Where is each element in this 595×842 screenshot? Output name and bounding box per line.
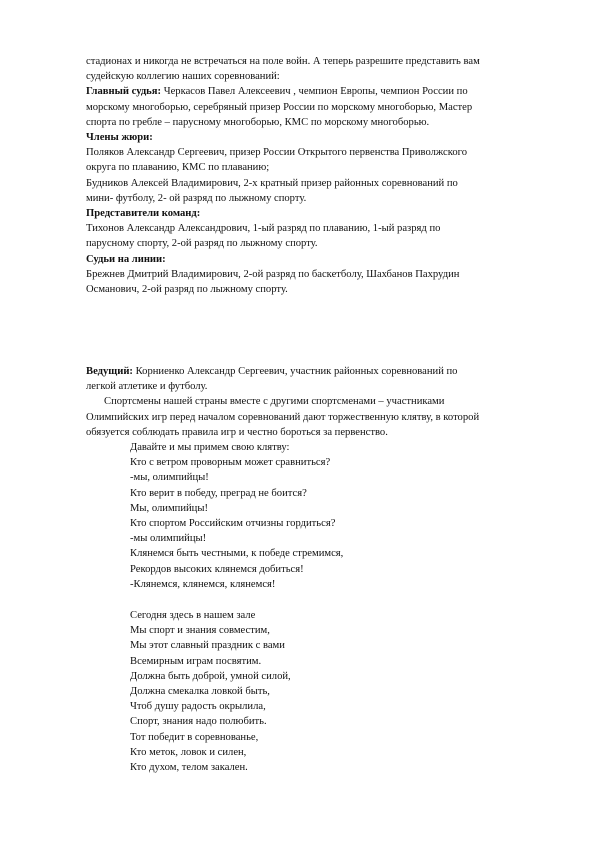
poem-line: Мы этот славный праздник с вами	[130, 640, 285, 652]
poem-line: Кто духом, телом закален.	[130, 762, 248, 774]
teams-line: парусному спорту, 2-ой разряд по лыжному спорту.	[86, 238, 318, 250]
poem-line: Сегодня здесь в нашем зале	[130, 610, 256, 621]
poem-line: Спорт, знания надо полюбить.	[130, 716, 267, 728]
line-judges-line: Османович, 2-ой разряд по лыжному спорту.	[86, 284, 288, 296]
verse-line: -Клянемся, клянемся, клянемся!	[130, 578, 276, 590]
intro-line: судейскую коллегию наших соревнований:	[86, 71, 280, 83]
host-text: Корниенко Александр Сергеевич, участник районных соревнований по	[132, 366, 458, 377]
host-label: Ведущий:	[86, 366, 133, 377]
line-judges-label: Судьи на линии:	[86, 253, 166, 265]
oath-intro-line: Спортсмены нашей страны вместе с другими спортсменами – участниками	[104, 396, 445, 408]
teams-label: Представители команд:	[86, 208, 201, 220]
oath-intro-line: Олимпийских игр перед началом соревнований дают торжественную клятву, в которой	[86, 411, 480, 423]
poem	[130, 608, 530, 775]
verse-line: -мы олимпийцы!	[130, 533, 207, 545]
jury-line: Будников Алексей Владимирович, 2-х кратный призер районных соревнований по	[86, 177, 458, 189]
verse-line: Мы, олимпийцы!	[130, 502, 208, 514]
verse-line: Рекордов высоких клянемся добиться!	[130, 563, 304, 575]
host-line	[86, 364, 526, 379]
host-section	[86, 364, 526, 440]
poem-line: Мы спорт и знания совместим,	[130, 625, 270, 637]
host-line: легкой атлетике и футболу.	[86, 381, 208, 393]
chief-judge-line: спорта по гребле – парусному многоборью, КМС по морскому многоборью.	[86, 116, 430, 128]
poem-line: Чтоб душу радость окрылила,	[130, 701, 266, 713]
judges-section	[86, 54, 526, 297]
chief-judge-text: Черкасов Павел Алексеевич , чемпион Европы, чемпион России по	[161, 86, 468, 98]
poem-line: Должна смекалка ловкой быть,	[130, 686, 270, 698]
oath-verse	[130, 440, 530, 592]
verse-line: Кто с ветром проворным может сравниться?	[130, 457, 331, 469]
poem-line: Кто меток, ловок и силен,	[130, 746, 247, 758]
verse-line: Кто верит в победу, преград не боится?	[130, 487, 307, 499]
jury-line: округа по плаванию, КМС по плаванию;	[86, 162, 270, 174]
oath-intro-line: обязуется соблюдать правила игр и честно бороться за первенство.	[86, 426, 388, 438]
poem-line: Должна быть доброй, умной силой,	[130, 670, 291, 682]
chief-judge-label: Главный судья:	[86, 86, 162, 98]
jury-label: Члены жюри:	[86, 132, 153, 144]
jury-line: Поляков Александр Сергеевич, призер России Открытого первенства Приволжского	[86, 147, 468, 159]
chief-judge-line: морскому многоборью, серебряный призер России по морскому многоборью, Мастер	[86, 101, 473, 113]
jury-line: мини- футболу, 2- ой разряд по лыжному спорту.	[86, 192, 307, 204]
intro-line: стадионах и никогда не встречаться на поле войн. А теперь разрешите представить вам	[86, 56, 480, 67]
verse-line: Кто спортом Российским отчизны гордиться?	[130, 518, 336, 530]
verse-line: -мы, олимпийцы!	[130, 472, 209, 484]
poem-line: Тот победит в соревнованье,	[130, 731, 259, 743]
chief-judge-line	[86, 84, 526, 99]
poem-line: Всемирным играм посвятим.	[130, 655, 262, 667]
verse-line: Клянемся быть честными, к победе стремимся,	[130, 548, 344, 560]
teams-line: Тихонов Александр Александрович, 1-ый разряд по плаванию, 1-ый разряд по	[86, 223, 441, 235]
line-judges-line: Брежнев Дмитрий Владимирович, 2-ой разряд по баскетболу, Шахбанов Пахрудин	[86, 268, 460, 280]
verse-line: Давайте и мы примем свою клятву:	[130, 442, 290, 453]
